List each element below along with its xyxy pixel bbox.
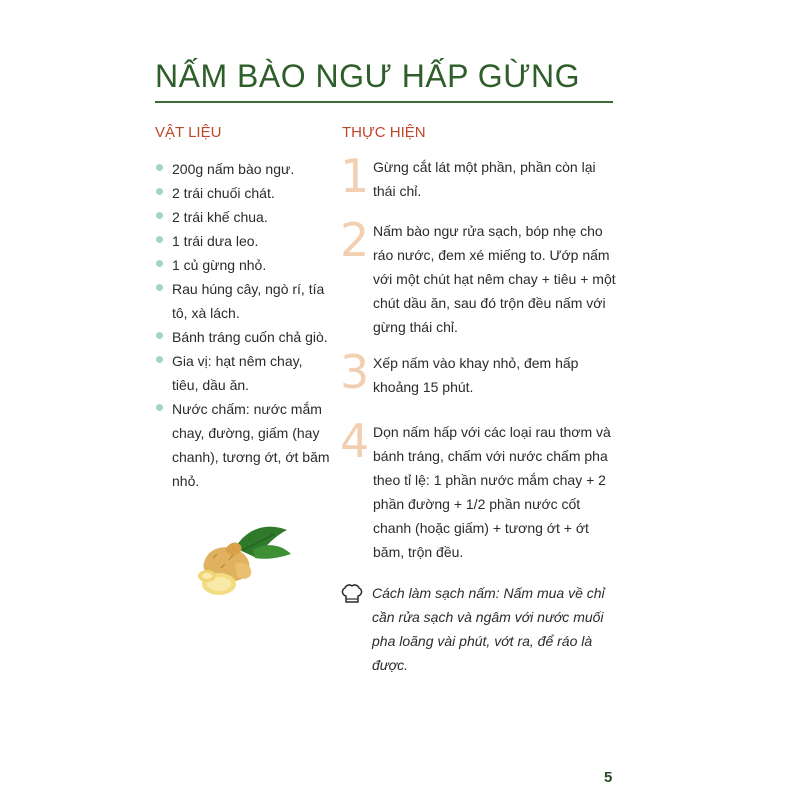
step-text: Dọn nấm hấp với các loại rau thơm và bánh tráng, chấm với nước chấm pha theo tỉ lệ: 1 phần nước mắm chay + 2 phần đường + 1/2 phần nước cốt chanh (hoặc giấm) + tương ớt + ớt băm, trộn đều. [373, 424, 611, 560]
step-number: 4 [340, 414, 370, 468]
title-divider [155, 101, 613, 103]
cooking-tip [340, 581, 625, 677]
step-text: Gừng cắt lát một phần, phần còn lại thái chỉ. [373, 159, 596, 199]
ingredient-item: 200g nấm bào ngư. [155, 157, 330, 181]
step-number: 1 [340, 149, 370, 203]
recipe-title: NẤM BÀO NGƯ HẤP GỪNG [155, 58, 581, 94]
ingredient-item: 2 trái khế chua. [155, 205, 330, 229]
ingredient-item: Nước chấm: nước mắm chay, đường, giấm (hay chanh), tương ớt, ớt băm nhỏ. [155, 397, 330, 493]
step-1 [340, 149, 620, 203]
step-2 [340, 213, 620, 339]
ingredient-item: 1 củ gừng nhỏ. [155, 253, 330, 277]
page-number: 5 [604, 769, 613, 786]
ingredient-item: 2 trái chuối chát. [155, 181, 330, 205]
step-number: 3 [340, 345, 370, 399]
tip-text: Cách làm sạch nấm: Nấm mua về chỉ cần rửa sạch và ngâm với nước muối pha loãng vài phút, vớt ra, để ráo là được. [372, 585, 605, 673]
ingredients-list [155, 157, 330, 493]
ingredient-item: Bánh tráng cuốn chả giò. [155, 325, 330, 349]
chef-hat-icon [340, 583, 364, 612]
ingredient-item: Gia vị: hạt nêm chay, tiêu, dầu ăn. [155, 349, 330, 397]
steps-heading: THỰC HIỆN [342, 124, 426, 141]
step-3 [340, 345, 620, 399]
step-number: 2 [340, 213, 370, 267]
step-text: Xếp nấm vào khay nhỏ, đem hấp khoảng 15 phút. [373, 355, 579, 395]
step-4 [340, 414, 620, 564]
ingredient-item: 1 trái dưa leo. [155, 229, 330, 253]
ingredients-heading: VẬT LIỆU [155, 124, 222, 141]
step-text: Nấm bào ngư rửa sạch, bóp nhẹ cho ráo nước, đem xé miếng to. Ướp nấm với một chút hạt nêm chay + tiêu + một chút dầu ăn, sau đó trộn đều nấm với gừng thái chỉ. [373, 223, 616, 335]
ingredient-item: Rau húng cây, ngò rí, tía tô, xà lách. [155, 277, 330, 325]
ginger-image [195, 520, 305, 607]
